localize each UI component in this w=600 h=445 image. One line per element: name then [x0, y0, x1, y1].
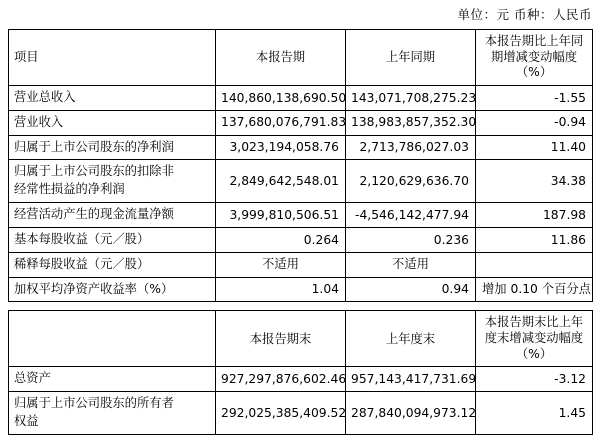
row-previous-value: 0.236: [346, 227, 476, 252]
table-row: [9, 227, 593, 252]
table-row: [9, 160, 593, 203]
row-current-value: 927,297,876,602.46: [216, 367, 346, 392]
row-previous-value: 138,983,857,352.30: [346, 110, 476, 135]
row-label: 经营活动产生的现金流量净额: [9, 203, 216, 228]
header-change-rate-line2: 度末增减变动幅度: [484, 330, 584, 345]
table-row: [9, 203, 593, 228]
header-change-rate-line1: 本报告期末比上年: [484, 314, 584, 329]
header-previous-period: 上年同期: [346, 30, 476, 86]
table-row: [9, 252, 593, 277]
row-previous-value: 2,713,786,027.03: [346, 135, 476, 160]
row-change-value: 187.98: [476, 203, 593, 228]
table-row: [9, 110, 593, 135]
row-label: [9, 160, 216, 203]
row-label: 营业总收入: [9, 86, 216, 111]
row-label: 总资产: [9, 367, 216, 392]
row-change-value: -0.94: [476, 110, 593, 135]
row-change-value: 34.38: [476, 160, 593, 203]
row-label: 基本每股收益（元／股）: [9, 227, 216, 252]
header-change-rate-line3: （%）: [515, 346, 553, 361]
row-label: 加权平均净资产收益率（%）: [9, 277, 216, 302]
header-previous-year-end: 上年度末: [346, 311, 476, 367]
table-row: [9, 86, 593, 111]
row-change-value: 11.86: [476, 227, 593, 252]
row-change-value: -3.12: [476, 367, 593, 392]
table-header-row: [9, 311, 593, 367]
row-current-value: 3,999,810,506.51: [216, 203, 346, 228]
financial-summary-table-period: [8, 29, 593, 302]
row-current-value: 3,023,194,058.76: [216, 135, 346, 160]
row-label-line1: 归属于上市公司股东的扣除非: [14, 164, 174, 179]
row-previous-value: 不适用: [346, 252, 476, 277]
header-item: 项目: [9, 30, 216, 86]
row-previous-value: 2,120,629,636.70: [346, 160, 476, 203]
row-previous-value: 143,071,708,275.23: [346, 86, 476, 111]
spacer-table: [8, 302, 592, 310]
row-current-value: 140,860,138,690.50: [216, 86, 346, 111]
row-change-value: [476, 252, 593, 277]
row-current-value: 2,849,642,548.01: [216, 160, 346, 203]
financial-summary-table-period-end: [8, 310, 593, 434]
row-previous-value: 287,840,094,973.12: [346, 392, 476, 435]
row-current-value: 292,025,385,409.52: [216, 392, 346, 435]
row-change-value: 11.40: [476, 135, 593, 160]
table-row: [9, 135, 593, 160]
header-change-rate: [476, 30, 593, 86]
header-change-rate-line3: （%）: [515, 65, 553, 80]
row-change-value: -1.55: [476, 86, 593, 111]
table-header-row: [9, 30, 593, 86]
row-previous-value: 957,143,417,731.69: [346, 367, 476, 392]
row-label-line2: 经常性损益的净利润: [14, 182, 125, 197]
header-current-period: 本报告期: [216, 30, 346, 86]
unit-currency-note: 单位：元 币种：人民币: [457, 7, 592, 22]
row-previous-value: -4,546,142,477.94: [346, 203, 476, 228]
row-label: 稀释每股收益（元／股）: [9, 252, 216, 277]
table-row: [9, 277, 593, 302]
header-change-rate-line1: 本报告期比上年同: [484, 33, 584, 48]
row-label: [9, 392, 216, 435]
row-label-line1: 归属于上市公司股东的所有者: [14, 396, 174, 411]
header-item-blank: [9, 311, 216, 367]
row-label-line2: 权益: [14, 414, 39, 429]
header-change-rate: [476, 311, 593, 367]
row-current-value: 不适用: [216, 252, 346, 277]
row-current-value: 137,680,076,791.83: [216, 110, 346, 135]
row-label: 归属于上市公司股东的净利润: [9, 135, 216, 160]
row-change-value: 增加 0.10 个百分点: [476, 277, 593, 302]
row-label: 营业收入: [9, 110, 216, 135]
header-change-rate-line2: 期增减变动幅度: [490, 49, 578, 64]
row-previous-value: 0.94: [346, 277, 476, 302]
table-row: [9, 367, 593, 392]
row-change-value: 1.45: [476, 392, 593, 435]
table-row: [9, 392, 593, 435]
row-current-value: 0.264: [216, 227, 346, 252]
header-current-period-end: 本报告期末: [216, 311, 346, 367]
row-current-value: 1.04: [216, 277, 346, 302]
